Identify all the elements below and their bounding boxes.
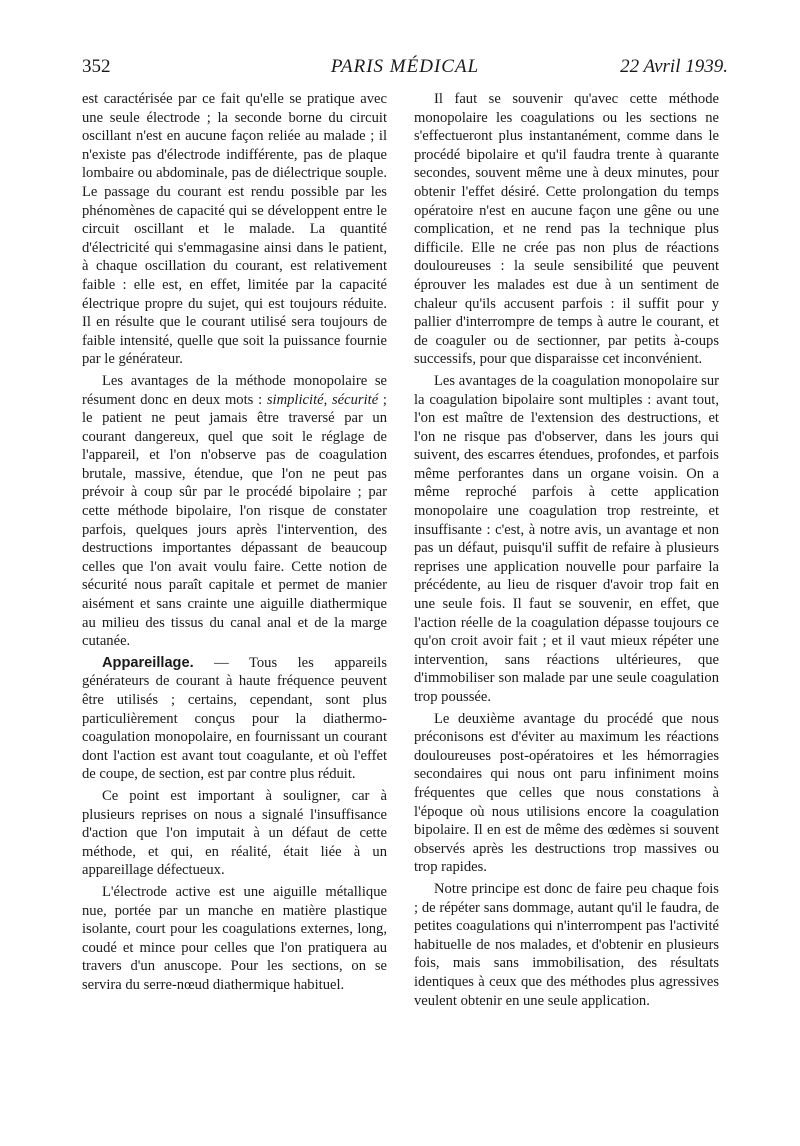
paragraph: Le deuxième avantage du procédé que nous préconisons est d'éviter au maximum les réactions douloureuses post-opératoires et les hémorragies secondaires qui nous ont paru infiniment moins fréquentes que celles que nous constations à l'époque où nous utilisions encore la coagulation bipolaire. Il en est de même des œdèmes si souvent observés après les destructions trop massives ou trop rapides. [414,710,719,876]
journal-title: PARIS MÉDICAL [330,56,480,77]
issue-date: 22 Avril 1939. [620,56,728,77]
right-column [414,90,719,1013]
paragraph: L'électrode active est une aiguille métallique nue, portée par un manche en matière plastique isolante, court pour les coagulations externes, long, coudé et mince pour celles que l'on pratiquera au travers d'un anuscope. Pour les sections, on se servira du serre-nœud diathermique habituel. [82,883,387,993]
paragraph-text: — Tous les appareils générateurs de courant à haute fréquence peuvent être utilisés ; certains, cependant, sont plus particulièrement conçus pour la diathermo-coagulation monopolaire, en fournissant un courant dont l'action est avant tout coagulante, et où l'effet de coupe, de section, est par contre plus réduit. [82,654,387,783]
paragraph: Ce point est important à souligner, car à plusieurs reprises on nous a signalé l'insuffisance d'action que l'on imputait à un défaut de cette méthode, et qui, en réalité, était liée à un appareillage défectueux. [82,787,387,879]
paragraph: Il faut se souvenir qu'avec cette méthode monopolaire les coagulations ou les sections ne s'effectueront plus instantanément, comme dans le procédé bipolaire et qu'il faudra trente à quarante secondes, souvent même une à deux minutes, pour obtenir l'effet désiré. Cette prolongation du temps opératoire n'est en aucune façon une gêne ou une complication, et ne rend pas la technique plus difficile. Elle ne crée pas non plus de réactions douloureuses : la seule sensibilité que peuvent éprouver les malades est due à un sentiment de chaleur qu'ils accusent parfois : il suffit pour y pallier d'interrompre de temps à autre le courant, et de coaguler ou de sectionner, par petits à-coups successifs, pour que disparaisse cet inconvénient. [414,91,719,368]
page-number: 352 [82,56,111,77]
paragraph-text: ; le patient ne peut jamais être traversé par un courant dangereux, quel que soit le réglage de l'appareil, et l'on n'observe pas de coagulation brutale, massive, étendue, que l'on ne peut pas prévoir à coup sûr par le procédé bipolaire ; par cette méthode bipolaire, l'on risque de constater parfois, quelques jours après l'intervention, des destructions importantes dépassant de beaucoup celles que l'on avait voulu faire. Cette notion de sécurité nous paraît capitale et permet de manier aisément et sans crainte une aiguille diathermique au milieu des tissus du canal anal et de la marge cutanée. [82,391,387,650]
emphasis-text: simplicité, sécurité [266,391,379,408]
paragraph-text: Les avantages de la méthode monopolaire se résument donc en deux mots : [82,372,387,408]
left-column [82,90,387,998]
section-heading: Appareillage. [102,654,194,671]
paragraph [82,654,387,784]
paragraph: Notre principe est donc de faire peu chaque fois ; de répéter sans dommage, autant qu'il le faudra, de petites coagulations qui n'interrompent pas l'activité habituelle de nos malades, et d'obtenir en plusieurs fois, mais sans immobilisation, des résultats identiques à ceux que des méthodes plus agressives veulent obtenir en une seule application. [414,880,719,1009]
paragraph [82,372,387,651]
paragraph: est caractérisée par ce fait qu'elle se pratique avec une seule électrode ; la seconde borne du circuit oscillant n'est en aucune façon reliée au malade ; il n'existe pas d'électrode indifférente, pas de plaque lombaire ou abdominale, pas de diélectrique souple. Le passage du courant est rendu possible par les phénomènes de capacité qui se développent entre le circuit oscillant et le malade. La quantité d'électricité qui s'emmagasine ainsi dans le patient, à chaque oscillation du courant, est relativement faible : elle est, en effet, limitée par la capacité électrique propre du sujet, qui est toujours réduite. Il en résulte que le courant utilisé sera toujours de faible intensité, quelle que soit la puissance fournie par le générateur. [82,91,387,368]
page-header [82,56,728,82]
paragraph: Les avantages de la coagulation monopolaire sur la coagulation bipolaire sont multiples : avant tout, l'on est maître de l'extension des destructions, et l'on ne risque pas d'observer, dans les jours qui suivent, des escarres étendues, profondes, et parfois même perforantes dans un organe voisin. On a même reproché parfois à cette application monopolaire une coagulation trop restreinte, et insuffisante : c'est, à notre avis, un avantage et non pas un défaut, puisqu'il suffit de refaire à plusieurs reprises une application nouvelle pour parfaire la précédente, au lieu de risquer d'avoir trop fait en une seule fois. Il faut se souvenir, en effet, que l'action réelle de la coagulation dépasse toujours ce qu'on croit avoir fait ; et il vaut mieux répéter une intervention, sans réactions ultérieures, que d'immobiliser son malade par une seule coagulation trop poussée. [414,372,719,705]
